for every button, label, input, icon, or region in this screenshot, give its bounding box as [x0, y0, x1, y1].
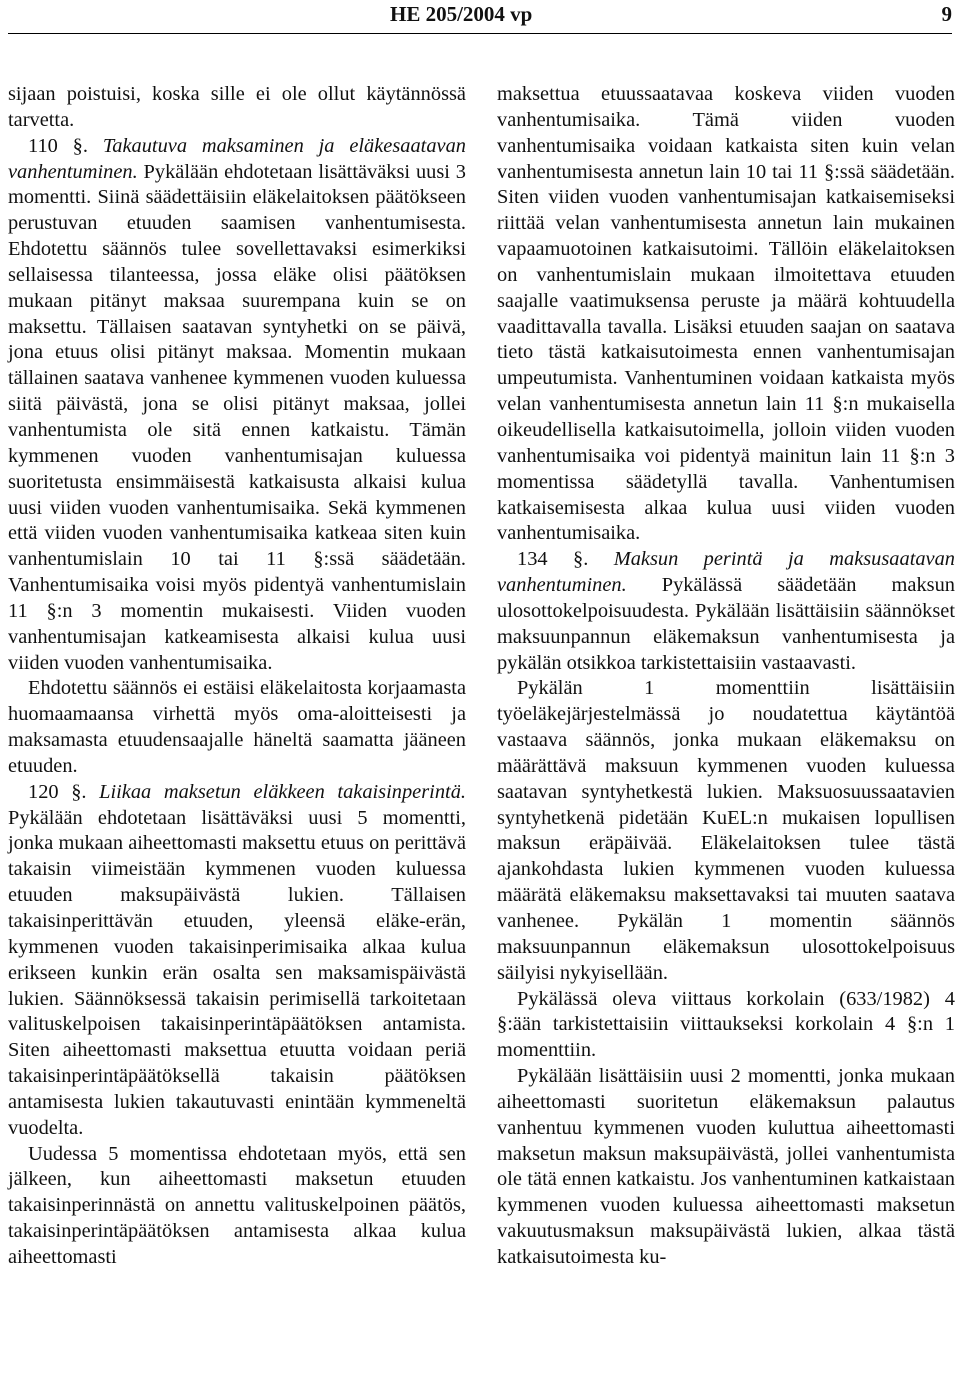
paragraph: [8, 676, 466, 779]
section-title: Maksun perintä ja maksusaatavan vanhentuminen.: [497, 548, 955, 597]
paragraph-text: Pykälän 1 momenttiin lisättäisiin työeläkejärjestelmässä jo noudatettua käytäntöä vastaava säännös, jonka mukaan eläkemaksu on määrättävä maksuun kymmenen vuoden kuluessa saatavan syntyhetkestä lukien. Maksuosuussaatavien syntyhetkenä pidetään KuEL:n mukaisen lopullisen maksun eräpäivää. Eläkelaitoksen tulee tästä ajankohdasta lukien kymmenen vuoden kuluessa määrätä eläkemaksu maksettavaksi tai muuten saatava vanhenee. Pykälän 1 momentin säännös maksuunpannun eläkemaksun ulosottokelpoisuus säilyisi nykyisellään.: [497, 677, 955, 984]
page-header: [0, 0, 960, 30]
paragraph-text: maksettua etuussaatavaa koskeva viiden vuoden vanhentumisaika. Tämä viiden vuoden vanhentumisaika voidaan katkaista siten kuin velan vanhentumisesta annetun lain 10 tai 11 §:ssä säädetään. Siten viiden vuoden vanhentumisajan katkaisemiseksi riittää velan vanhentumisesta annetun lain mukainen vapaamuotoinen katkaisutoimi. Tällöin eläkelaitoksen on vanhentumislain mukaan ilmoitettava etuuden saajalle vaatimuksensa peruste ja määrä kohtuudella vaadittavalla tavalla. Lisäksi etuuden saajan on saatava tieto tästä katkaisutoimesta ennen vanhentumisajan umpeutumista. Vanhentuminen voidaan katkaista myös velan vanhentumisesta annetun lain 11 §:n mukaisella oikeudellisella katkaisutoimella, jolloin viiden vuoden vanhentumisaika voi pidentyä mainitun lain 11 §:n 3 momentissa säädetyllä tavalla. Vanhentumisen katkaisemisesta alkaa kulua uusi viiden vuoden vanhentumisaika.: [497, 83, 955, 545]
right-column: [497, 82, 955, 1271]
paragraph: [497, 676, 955, 986]
paragraph: [497, 82, 955, 547]
paragraph-text: Pykälään ehdotetaan lisättäväksi uusi 5 momentti, jonka mukaan aiheettomasti maksettu etuus on perittävä takaisin viimeistään kymmenen vuoden kuluessa etuuden maksupäivästä lukien. Tällaisen takaisinperittävän etuuden, yleensä eläke-erän, kymmenen vuoden takaisinperimisaika alkaa kulua erikseen kunkin erän osalta sen maksamispäivästä lukien. Säännöksessä takaisin perimisellä tarkoitetaan valituskelpoisen takaisinperintäpäätöksen antamista. Siten aiheettomasti maksettua etuutta voidaan periä takaisinperintäpäätöksellä takaisin päätöksen antamisesta lukien takautuvasti enintään kymmeneltä vuodelta.: [8, 806, 466, 1139]
page-number: 9: [941, 2, 952, 26]
section-number: 120 §.: [28, 780, 87, 803]
paragraph: [497, 1064, 955, 1271]
paragraph-text: Ehdotettu säännös ei estäisi eläkelaitosta korjaamasta huomaamaansa virhettä myös oma-aloitteisesti ja maksamasta etuudensaajalle häneltä saamatta jääneen etuuden.: [8, 677, 466, 777]
paragraph-text: Pykälässä säädetään maksun ulosottokelpoisuudesta. Pykälään lisättäisiin säännökset maksuunpannun eläkemaksun vanhentumisesta ja pykälän otsikkoa tarkistettaisiin vastaavasti.: [497, 574, 955, 674]
section-number: 134 §.: [517, 548, 589, 571]
paragraph: [497, 547, 955, 676]
paragraph: [8, 82, 466, 134]
paragraph-text: Uudessa 5 momentissa ehdotetaan myös, että sen jälkeen, kun aiheettomasti maksetun etuuden takaisinperinnästä on annettu valituskelpoinen päätös, takaisinperintäpäätöksen antamisesta alkaa kulua aiheettomasti: [8, 1142, 466, 1268]
header-rule: [8, 33, 952, 34]
section-title: Liikaa maksetun eläkkeen takaisinperintä.: [99, 780, 466, 803]
section-title: Takautuva maksaminen ja eläkesaatavan vanhentuminen.: [8, 134, 466, 183]
paragraph-text: Pykälään lisättäisiin uusi 2 momentti, jonka mukaan aiheettomasti suoritetun eläkemaksun palautus vanhentuu kymmenen vuoden kuluttua aiheettomasti maksetun maksun maksupäivästä, jollei vanhentumista ole tätä ennen katkaistu. Jos vanhentuminen katkaistaan kymmenen vuoden kuluessa aiheettomasti maksetun vakuutusmaksun maksupäivästä lukien, alkaa tästä katkaisutoimesta ku-: [497, 1065, 955, 1268]
paragraph-text: sijaan poistuisi, koska sille ei ole ollut käytännössä tarvetta.: [8, 83, 466, 131]
paragraph-text: Pykälässä oleva viittaus korkolain (633/1982) 4 §:ään tarkistettaisiin viittaukseksi korkolain 4 §:n 1 momenttiin.: [497, 987, 955, 1062]
paragraph: [8, 1142, 466, 1271]
paragraph: [8, 134, 466, 677]
left-column: [8, 82, 466, 1271]
paragraph: [8, 780, 466, 1142]
paragraph: [497, 987, 955, 1065]
section-number: 110 §.: [28, 134, 88, 157]
paragraph-text: Pykälään ehdotetaan lisättäväksi uusi 3 momentti. Siinä säädettäisiin eläkelaitoksen päätökseen perustuvan etuuden saamisen vanhentumisesta. Ehdotettu säännös tulee sovellettavaksi esimerkiksi sellaisessa tilanteessa, jossa eläke olisi päätöksen mukaan pitänyt maksaa suurempana kuin se on maksettu. Tällaisen saatavan syntyhetki on se päivä, jona etuus olisi pitänyt maksaa. Momentin mukaan tällainen saatava vanhenee kymmenen vuoden kuluessa siitä päivästä, jona se olisi pitänyt maksaa, jollei vanhentumista ole sitä ennen katkaistu. Tämän kymmenen vuoden vanhentumisajan kuluessa suoritetusta ensimmäisestä katkaisusta alkaisi kulua uusi viiden vuoden vanhentumisaika. Sekä kymmenen että viiden vuoden vanhentumisaika katkeaa siten kuin vanhentumislain 10 tai 11 §:ssä säädetään. Vanhentumisaika voisi myös pidentyä vanhentumislain 11 §:n 3 momentin mukaisesti. Viiden vuoden vanhentumisajan katkeamisesta alkaisi kulua uusi viiden vuoden vanhentumisaika.: [8, 160, 466, 674]
document-id: HE 205/2004 vp: [390, 2, 533, 26]
